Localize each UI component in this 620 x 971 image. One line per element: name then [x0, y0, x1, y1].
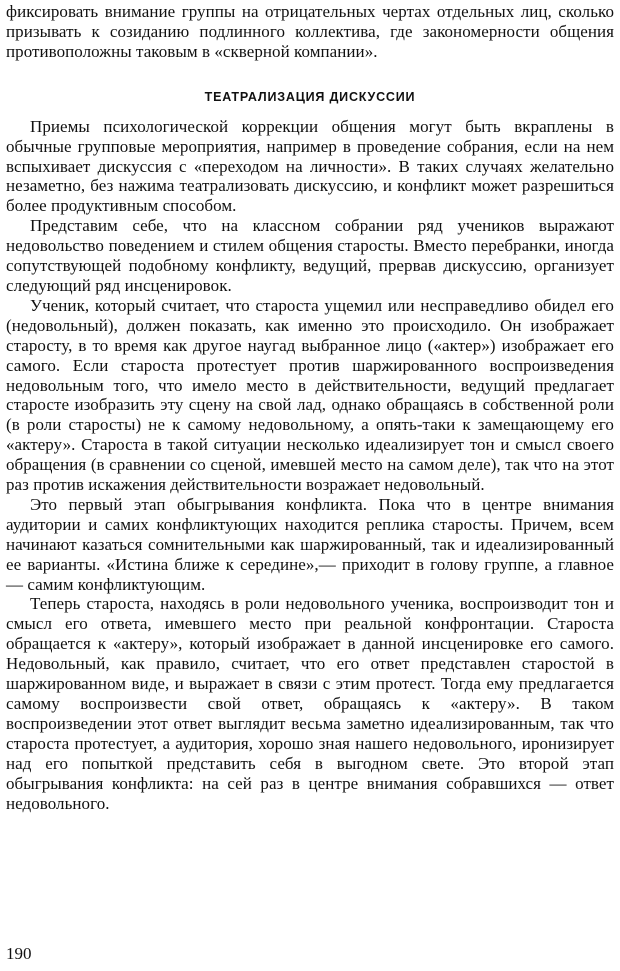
paragraph-1: Приемы психологической коррекции общения могут быть вкраплены в обычные групповые мероприятия, например в проведение собрания, если на нем вспыхивает дискуссия с «переходом на личности». В таких случаях желательно незаметно, без нажима театрализовать дискуссию, и конфликт может разрешиться более продуктивным способом. — [6, 116, 614, 216]
paragraph-3: Ученик, который считает, что староста ущемил или несправедливо обидел его (недовольный), должен показать, как именно это происходило. Он изображает старосту, в то время как другое наугад выбранное лицо («актер») изображает его самого. Если староста протестует против шаржированного воспроизведения недовольным того, что имело место в действительности, ведущий предлагает старосте изобразить эту сцену на свой лад, однако обращаясь в собственной роли (в роли старосты) не к самому недовольному, а опять-таки к замещающему его «актеру». Староста в такой ситуации несколько идеализирует тон и смысл своего обращения (в сравнении со сценой, имевшей место на самом деле), так что на этот раз против искажения действительности возражает недовольный. — [6, 295, 614, 495]
paragraph-2: Представим себе, что на классном собрании ряд учеников выражают недовольство поведением и стилем общения старосты. Вместо перебранки, иногда сопутствующей подобному конфликту, ведущий, прервав дискуссию, организует следующий ряд инсценировок. — [6, 216, 614, 295]
paragraph-4: Это первый этап обыгрывания конфликта. Пока что в центре внимания аудитории и самих конфликтующих находится реплика старосты. Причем, всем начинают казаться сомнительными как шаржированный, так и идеализированный ее варианты. «Истина ближе к середине»,— приходит в голову группе, а главное — самим конфликтующим. — [6, 494, 614, 594]
book-page — [6, 0, 614, 971]
page-number: 190 — [6, 944, 32, 963]
section-heading: ТЕАТРАЛИЗАЦИЯ ДИСКУССИИ — [204, 89, 416, 104]
lead-paragraph: фиксировать внимание группы на отрицательных чертах отдельных лиц, сколько призывать к созиданию подлинного коллектива, где закономерности общения противоположны таковым в «скверной компании». — [6, 2, 614, 61]
paragraph-5: Теперь староста, находясь в роли недовольного ученика, воспроизводит тон и смысл его ответа, имевшего место при реальной конфронтации. Староста обращается к «актеру», который изображает в данной инсценировке его самого. Недовольный, как правило, считает, что его ответ представлен старостой в шаржированном виде, и выражает в связи с этим протест. Тогда ему предлагается самому воспроизвести свой ответ, обращаясь к «актеру». В таком воспроизведении этот ответ выглядит весьма заметно идеализированным, так что староста протестует, а аудитория, хорошо зная нашего недовольного, иронизирует над его попыткой представить себя в выгодном свете. Это второй этап обыгрывания конфликта: на сей раз в центре внимания собравшихся — ответ недовольного. — [6, 594, 614, 813]
